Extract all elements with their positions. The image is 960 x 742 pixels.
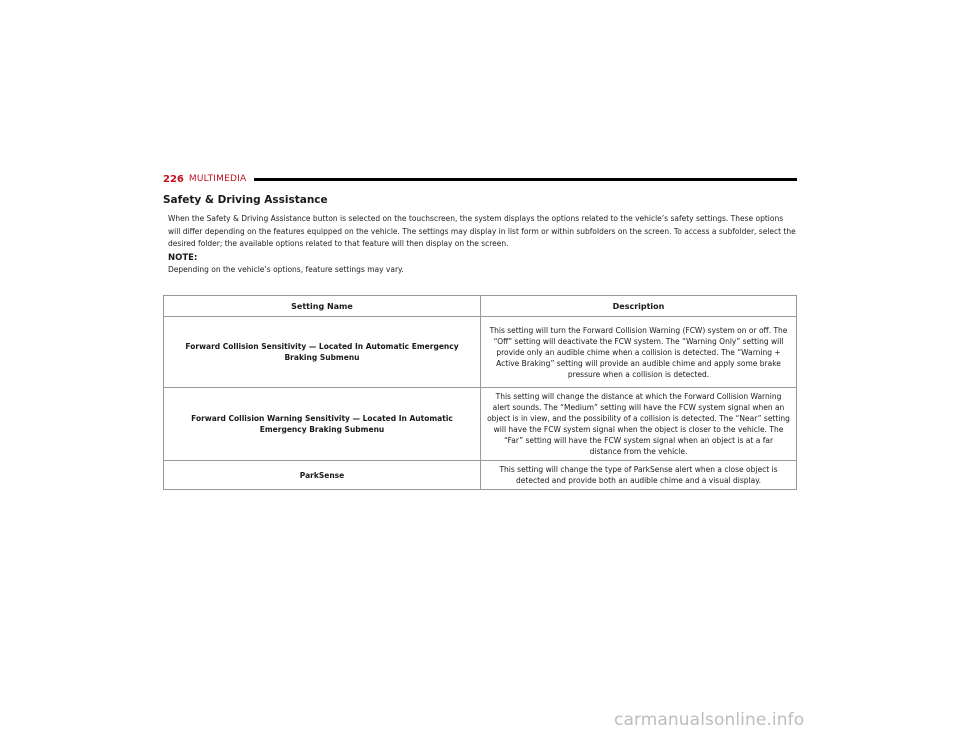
note-label: NOTE:: [168, 253, 198, 263]
intro-paragraph: When the Safety & Driving Assistance button is selected on the touchscreen, the system displays the options related to the vehicle’s safety settings. These options will differ depending on the features equipped on the vehicle. The settings may display in list form or within subfolders on the screen. To access a subfolder, select the desired folder; the available options related to that feature will then display on the screen.: [168, 214, 796, 248]
page-header: [163, 171, 797, 187]
table-row: [164, 317, 797, 388]
header-setting-name: Setting Name: [164, 296, 481, 317]
table-row: [164, 388, 797, 461]
setting-description-cell: This setting will change the distance at which the Forward Collision Warning alert sounds. The “Medium” setting will have the FCW system signal when an object is in view, and the possibility of a collision is detected. The “Near” setting will have the FCW system signal when the object is closer to the vehicle. The “Far” setting will have the FCW system signal when an object is at a far distance from the vehicle.: [481, 388, 797, 461]
page-number: 226: [163, 173, 184, 185]
header-description: Description: [481, 296, 797, 317]
table-row: [164, 461, 797, 490]
settings-table: [163, 295, 797, 490]
section-title: Safety & Driving Assistance: [163, 194, 328, 206]
note-text: Depending on the vehicle’s options, feature settings may vary.: [168, 265, 404, 274]
setting-name-cell: Forward Collision Warning Sensitivity — Located In Automatic Emergency Braking Submenu: [164, 388, 481, 461]
setting-name-cell: ParkSense: [164, 461, 481, 490]
header-rule: [254, 178, 797, 181]
watermark: carmanualsonline.info: [614, 710, 805, 730]
setting-name-cell: Forward Collision Sensitivity — Located In Automatic Emergency Braking Submenu: [164, 317, 481, 388]
setting-description-cell: This setting will turn the Forward Collision Warning (FCW) system on or off. The “Off” setting will deactivate the FCW system. The “Warning Only” setting will provide only an audible chime when a collision is detected. The “Warning + Active Braking” setting will provide an audible chime and apply some brake pressure when a collision is detected.: [481, 317, 797, 388]
table-header-row: [164, 296, 797, 317]
setting-description-cell: This setting will change the type of ParkSense alert when a close object is detected and provide both an audible chime and a visual display.: [481, 461, 797, 490]
section-name: MULTIMEDIA: [188, 174, 247, 184]
